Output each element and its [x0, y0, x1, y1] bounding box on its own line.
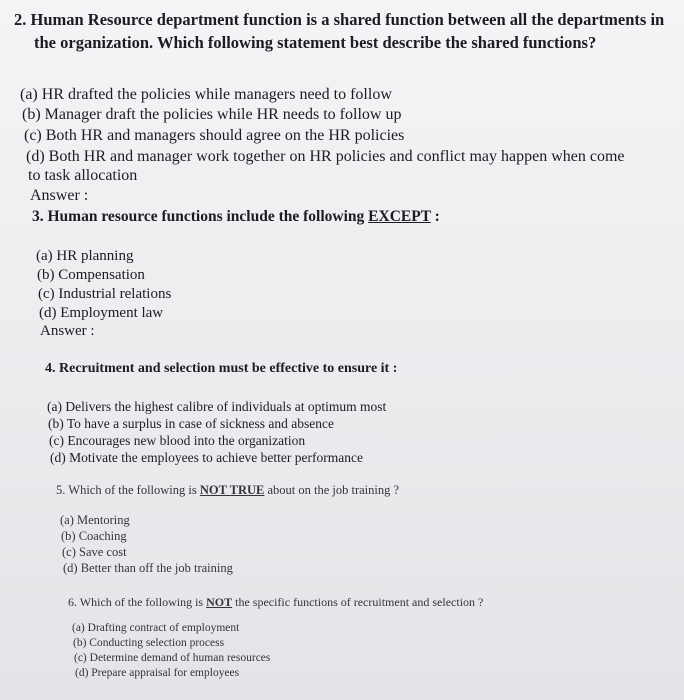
q5-stem-suffix: about on the job training ?	[264, 483, 400, 497]
q5-option-a: (a) Mentoring	[60, 513, 130, 527]
q3-stem-prefix: 3. Human resource functions include the following	[32, 208, 369, 225]
q2-option-b: (b) Manager draft the policies while HR needs to follow up	[22, 106, 402, 123]
q6-option-a: (a) Drafting contract of employment	[72, 622, 240, 634]
q2-option-d-cont: to task allocation	[28, 167, 138, 184]
q4-option-a: (a) Delivers the highest calibre of individuals at optimum most	[47, 399, 387, 414]
q3-stem	[32, 208, 440, 226]
q3-option-a: (a) HR planning	[36, 248, 134, 264]
q3-option-b: (b) Compensation	[37, 267, 145, 283]
q3-option-d: (d) Employment law	[39, 305, 164, 321]
q6-stem-prefix: 6. Which of the following is	[68, 595, 207, 609]
q3-stem-emphasis: EXCEPT	[368, 208, 431, 225]
q5-option-d: (d) Better than off the job training	[63, 561, 233, 575]
q2-option-a: (a) HR drafted the policies while managers need to follow	[20, 86, 392, 103]
q3-option-c: (c) Industrial relations	[38, 286, 172, 302]
q6-stem-suffix: the specific functions of recruitment and selection ?	[232, 595, 484, 609]
q3-answer-label: Answer :	[40, 323, 95, 339]
q4-option-b: (b) To have a surplus in case of sickness and absence	[48, 416, 334, 431]
q5-option-c: (c) Save cost	[62, 545, 127, 559]
q6-option-b: (b) Conducting selection process	[73, 637, 225, 649]
q2-answer-label: Answer :	[30, 187, 89, 204]
q3-stem-suffix: :	[430, 208, 440, 225]
q6-stem-emphasis: NOT	[206, 595, 233, 609]
q6-option-c: (c) Determine demand of human resources	[74, 652, 271, 664]
q5-stem-emphasis: NOT TRUE	[199, 483, 265, 497]
q6-stem	[68, 595, 483, 610]
q2-stem-line2: the organization. Which following statement best describe the shared functions?	[34, 33, 597, 52]
q5-option-b: (b) Coaching	[61, 529, 127, 543]
q5-stem-prefix: 5. Which of the following is	[56, 483, 200, 497]
q4-option-d: (d) Motivate the employees to achieve better performance	[50, 450, 363, 465]
q2-option-d: (d) Both HR and manager work together on HR policies and conflict may happen when come	[26, 148, 625, 165]
q4-stem: 4. Recruitment and selection must be effective to ensure it :	[45, 361, 398, 376]
q2-option-c: (c) Both HR and managers should agree on the HR policies	[24, 127, 405, 144]
q4-option-c: (c) Encourages new blood into the organization	[49, 433, 306, 448]
q6-option-d: (d) Prepare appraisal for employees	[75, 667, 240, 679]
q5-stem	[56, 483, 399, 498]
q2-stem-line1: 2. Human Resource department function is a shared function between all the departments in	[14, 10, 665, 29]
